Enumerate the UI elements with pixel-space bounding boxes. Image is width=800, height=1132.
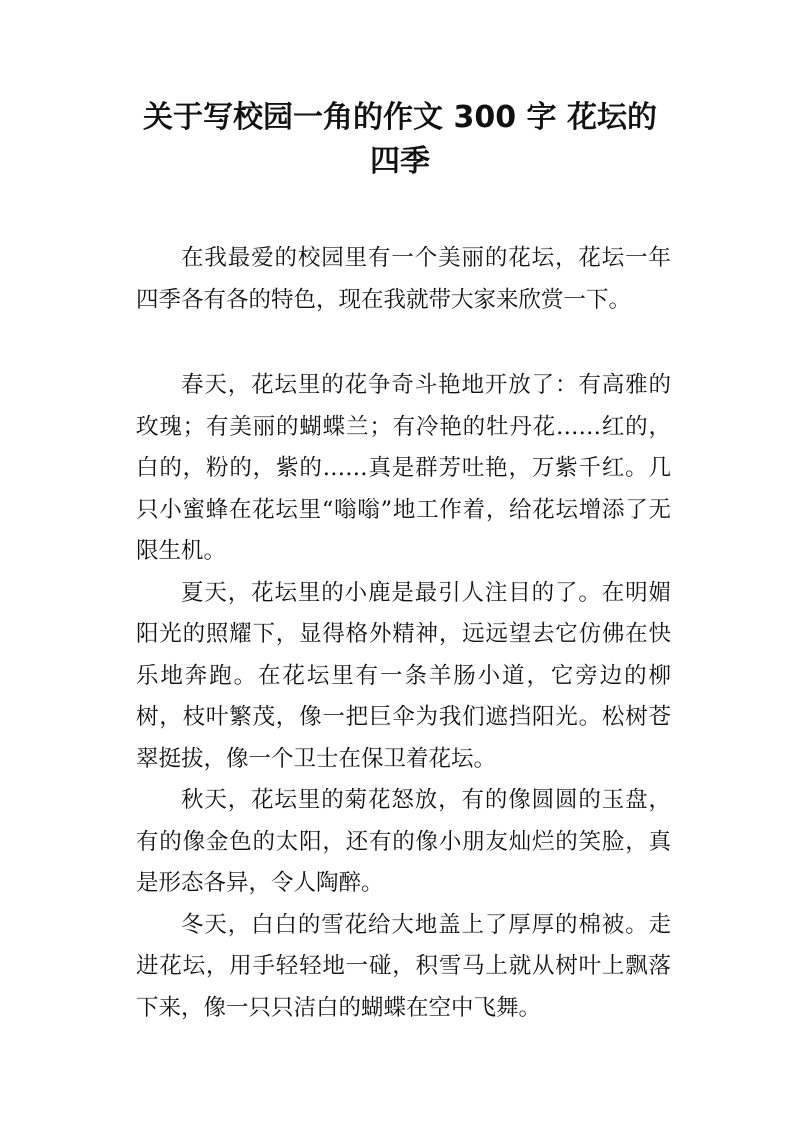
paragraph-spring: 春天，花坛里的花争奇斗艳地开放了：有高雅的玫瑰；有美丽的蝴蝶兰；有冷艳的牡丹花……红的，白的，粉的，紫的……真是群芳吐艳，万紫千红。几只小蜜蜂在花坛里“嗡嗡”地工作着，给花坛增添了无限生机。 bbox=[136, 372, 671, 564]
paragraph-summer: 夏天，花坛里的小鹿是最引人注目的了。在明媚阳光的照耀下，显得格外精神，远远望去它仿佛在快乐地奔跑。在花坛里有一条羊肠小道，它旁边的柳树，枝叶繁茂，像一把巨伞为我们遮挡阳光。松树苍翠挺拔，像一个卫士在保卫着花坛。 bbox=[136, 579, 671, 772]
title-line-1: 关于写校园一角的作文 300 字 花坛的 bbox=[143, 100, 657, 135]
document-body bbox=[136, 238, 671, 1029]
paragraph-intro: 在我最爱的校园里有一个美丽的花坛，花坛一年四季各有各的特色，现在我就带大家来欣赏一下。 bbox=[136, 245, 671, 313]
paragraph-winter: 冬天，白白的雪花给大地盖上了厚厚的棉被。走进花坛，用手轻轻地一碰，积雪马上就从树叶上飘落下来，像一只只洁白的蝴蝶在空中飞舞。 bbox=[136, 911, 671, 1021]
title-line-2: 四季 bbox=[370, 144, 430, 179]
document-title bbox=[100, 96, 700, 184]
paragraph-autumn: 秋天，花坛里的菊花怒放，有的像圆圆的玉盘，有的像金色的太阳，还有的像小朋友灿烂的笑脸，真是形态各异，令人陶醉。 bbox=[136, 787, 671, 896]
